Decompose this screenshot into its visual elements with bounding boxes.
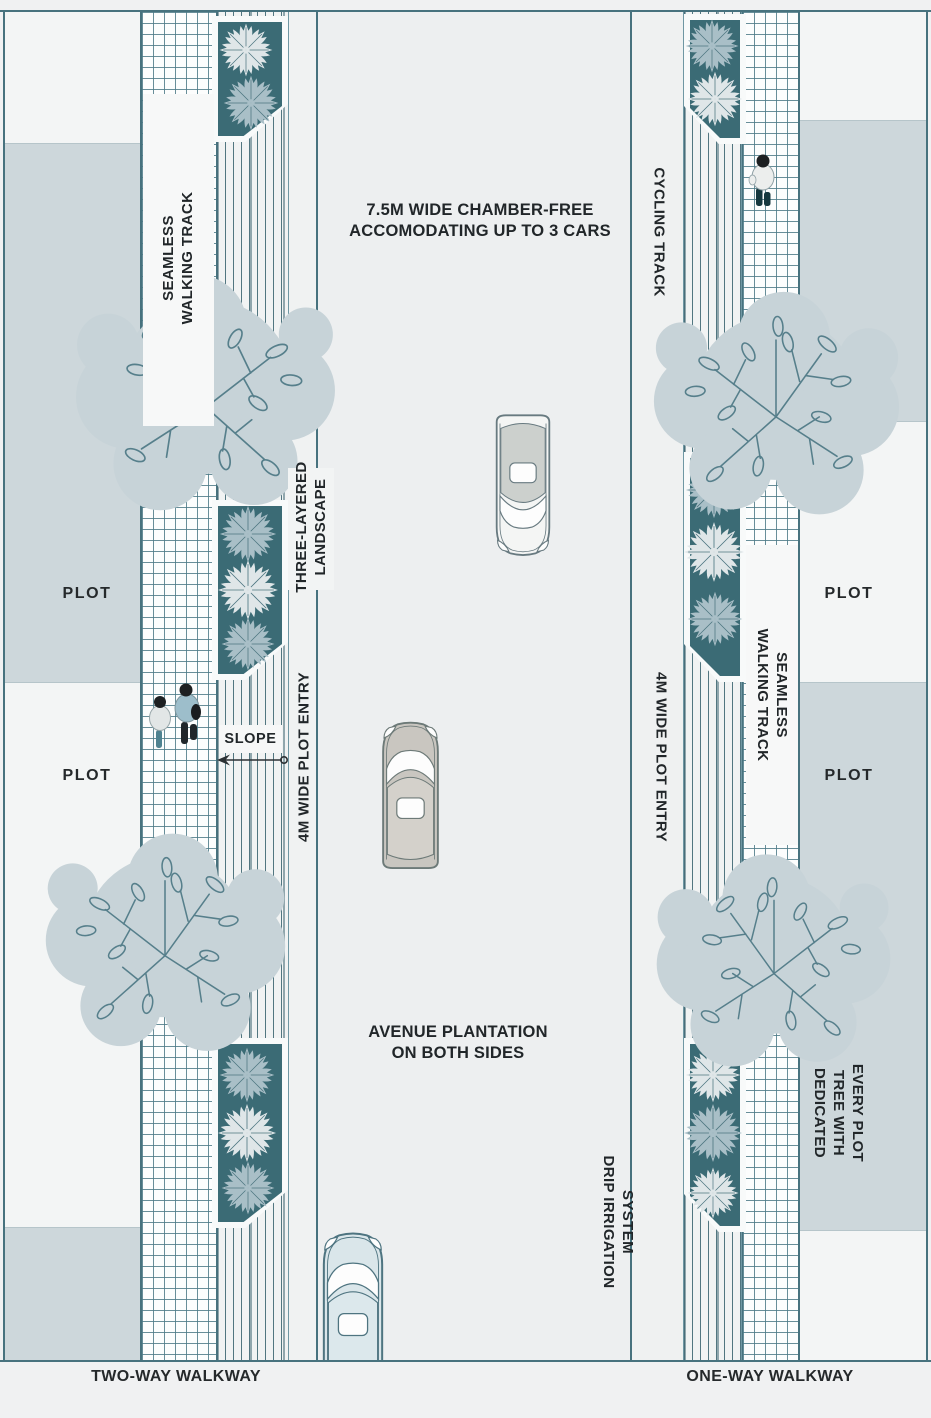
tree-icon: [648, 286, 904, 534]
label-dedicated-tree: EVERY PLOT TREE WITH DEDICATED: [810, 1063, 866, 1163]
label-plot: PLOT: [62, 767, 112, 784]
plot-parcel: [800, 12, 926, 120]
slope-text: SLOPE: [224, 731, 277, 747]
shrub-icon: [216, 20, 276, 80]
plot-parcel: [4, 12, 140, 143]
label-plot-entry-left: 4M WIDE PLOT ENTRY: [295, 672, 313, 842]
label-slope: [219, 725, 282, 753]
plot-parcel: [4, 1227, 140, 1360]
caption-two-way-walkway: TWO-WAY WALKWAY: [91, 1368, 261, 1385]
car-top-view: [372, 711, 449, 878]
diagram-border-top: [0, 10, 931, 12]
label-road-note: 7.5M WIDE CHAMBER-FREE ACCOMODATING UP TO 3 CARS: [349, 201, 611, 241]
shrub-icon: [680, 1100, 746, 1166]
label-plot: PLOT: [824, 585, 874, 602]
pedestrian-icon: [146, 692, 174, 754]
label-cycling-track: CYCLING TRACK: [650, 167, 668, 297]
caption-one-way-walkway: ONE-WAY WALKWAY: [686, 1368, 854, 1385]
shrub-icon: [682, 16, 742, 76]
diagram-border-left: [3, 10, 5, 1362]
pedestrian-icon: [172, 680, 204, 750]
car-top-view: [312, 1224, 394, 1361]
tree-icon: [40, 828, 290, 1070]
label-three-layered-landscape: THREE-LAYERED LANDSCAPE: [292, 461, 329, 593]
shrub-icon: [684, 588, 746, 650]
diagram-border-right: [926, 10, 928, 1362]
car-top-view: [486, 402, 560, 570]
label-drip-irrigation: SYSTEM DRIP IRRIGATION: [600, 1155, 637, 1289]
plots-column-left: [4, 12, 140, 1360]
slope-arrow-icon: [214, 753, 290, 767]
plot-parcel: [800, 1230, 926, 1360]
tree-icon: [652, 848, 896, 1086]
label-plot-entry-right: 4M WIDE PLOT ENTRY: [652, 672, 670, 842]
label-seamless-walking-track-left: SEAMLESS WALKING TRACK: [159, 191, 196, 325]
label-seamless-walking-track-right: SEAMLESS WALKING TRACK: [754, 628, 791, 762]
pedestrian-icon: [748, 150, 778, 216]
label-plot: PLOT: [62, 585, 112, 602]
shrub-icon: [214, 1100, 280, 1166]
label-plot: PLOT: [824, 767, 874, 784]
label-avenue-note: AVENUE PLANTATION ON BOTH SIDES: [368, 1023, 548, 1063]
diagram-border-bottom: [0, 1360, 931, 1362]
car-clip: [310, 1224, 396, 1361]
